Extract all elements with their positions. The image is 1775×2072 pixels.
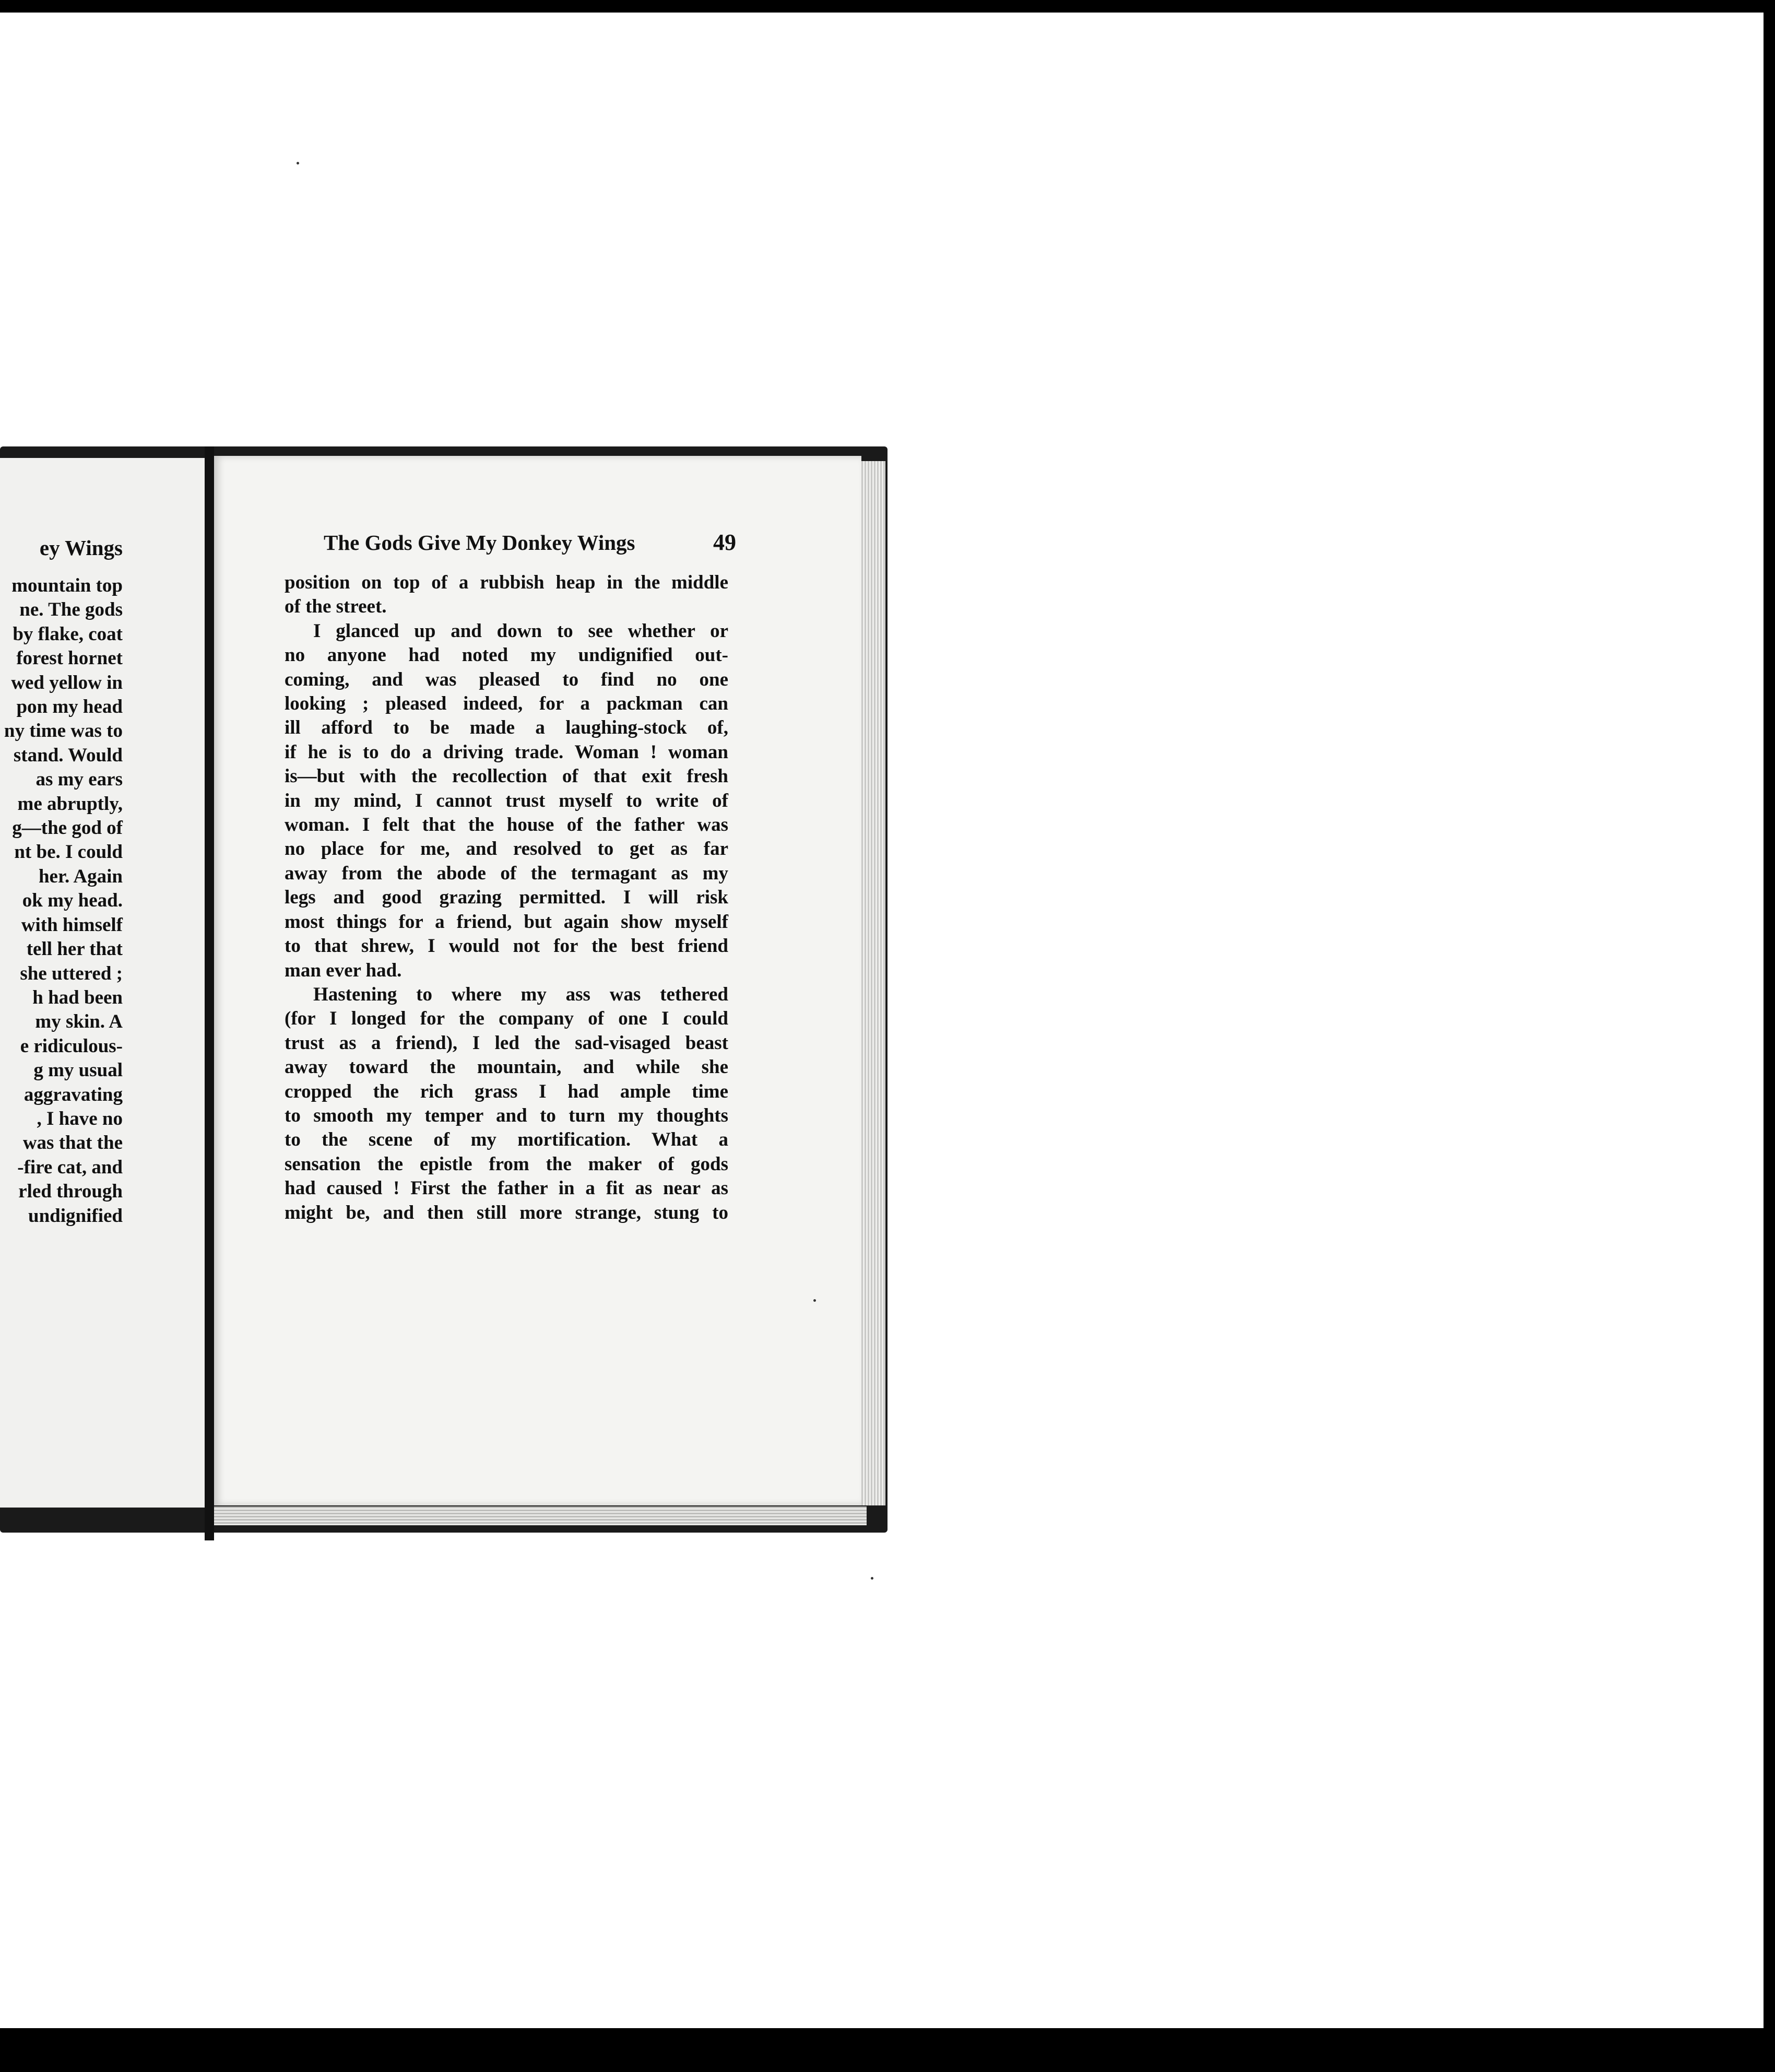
body-line: in my mind, I cannot trust myself to write of (285, 790, 728, 811)
body-line: (for I longed for the company of one I could (285, 1008, 728, 1030)
left-page-line: was that the (22, 1132, 123, 1154)
left-page-line: ne. The gods (19, 599, 123, 621)
page-bottom-edge (214, 1506, 867, 1525)
left-page-line: g—the god of (12, 817, 123, 839)
scan-speck (871, 1577, 873, 1580)
left-page-line: with himself (21, 914, 123, 936)
body-line: is—but with the recollection of that exit fresh (285, 766, 728, 787)
body-line: if he is to do a driving trade. Woman ! woman (285, 741, 728, 763)
body-line: position on top of a rubbish heap in the middle (285, 572, 728, 593)
left-page-line: pon my head (16, 696, 123, 718)
left-page-line: ok my head. (22, 890, 123, 912)
left-page-line: undignified (28, 1205, 123, 1227)
body-line: cropped the rich grass I had ample time (285, 1080, 728, 1102)
body-line: of the street. (285, 596, 387, 618)
body-line: man ever had. (285, 959, 402, 981)
body-line: no place for me, and resolved to get as far (285, 838, 728, 860)
body-line: woman. I felt that the house of the father was (285, 814, 728, 836)
body-line: away toward the mountain, and while she (285, 1056, 728, 1078)
book-gutter (205, 446, 214, 1540)
left-page-line: aggravating (23, 1084, 123, 1105)
page-fore-edge (861, 461, 885, 1505)
right-page (214, 456, 861, 1505)
left-page-line: me abruptly, (17, 793, 123, 815)
page-number: 49 (713, 529, 736, 555)
body-line: Hastening to where my ass was tethered (313, 983, 728, 1005)
left-page-line: -fire cat, and (17, 1156, 123, 1178)
body-line: legs and good grazing permitted. I will risk (285, 887, 728, 909)
body-line: I glanced up and down to see whether or (313, 620, 728, 642)
left-page-line: my skin. A (35, 1011, 123, 1033)
left-page-line: nt be. I could (14, 841, 123, 863)
body-line: had caused ! First the father in a fit as near as (285, 1178, 728, 1199)
left-page-line: e ridiculous- (20, 1035, 123, 1057)
left-page-line: tell her that (26, 938, 123, 960)
left-page-line: by flake, coat (13, 623, 123, 645)
body-line: away from the abode of the termagant as my (285, 862, 728, 884)
scan-border-right (1764, 0, 1775, 2072)
left-page-line: mountain top (11, 575, 123, 596)
left-page-line: forest hornet (16, 648, 123, 669)
left-page-line: wed yellow in (11, 672, 123, 693)
body-line: most things for a friend, but again show myself (285, 911, 728, 933)
body-text (285, 571, 728, 1225)
left-page-text (0, 458, 206, 1508)
scan-border-bottom (0, 2028, 1775, 2072)
left-page-lines (4, 574, 123, 1228)
body-line: no anyone had noted my undignified out- (285, 644, 728, 666)
body-line: ill afford to be made a laughing-stock of, (285, 717, 728, 739)
scan-speck (297, 162, 299, 164)
scan-border-top (0, 0, 1775, 13)
left-page-line: , I have no (37, 1108, 123, 1129)
body-line: sensation the epistle from the maker of gods (285, 1153, 728, 1175)
scan-speck (813, 1299, 816, 1302)
left-page-line: rled through (18, 1181, 123, 1203)
open-book (0, 446, 893, 1538)
left-page-line: her. Again (38, 865, 123, 887)
right-page-text (214, 456, 861, 1505)
body-line: to that shrew, I would not for the best friend (285, 935, 728, 957)
left-page-line: as my ears (36, 769, 123, 791)
left-page-line: she uttered ; (20, 962, 123, 984)
body-line: trust as a friend), I led the sad-visaged beast (285, 1032, 728, 1054)
body-line: to the scene of my mortification. What a (285, 1129, 728, 1151)
body-line: looking ; pleased indeed, for a packman can (285, 693, 728, 715)
left-page-line: h had been (32, 986, 123, 1008)
left-page-line: stand. Would (13, 744, 123, 766)
left-page (0, 458, 206, 1508)
body-line: might be, and then still more strange, stung to (285, 1202, 728, 1223)
body-line: to smooth my temper and to turn my thoughts (285, 1104, 728, 1126)
left-page-line: ny time was to (4, 720, 123, 742)
left-page-line: g my usual (33, 1059, 123, 1081)
body-line: coming, and was pleased to find no one (285, 668, 728, 690)
left-running-head: ey Wings (39, 536, 123, 560)
running-head-title: The Gods Give My Donkey Wings (324, 531, 635, 555)
